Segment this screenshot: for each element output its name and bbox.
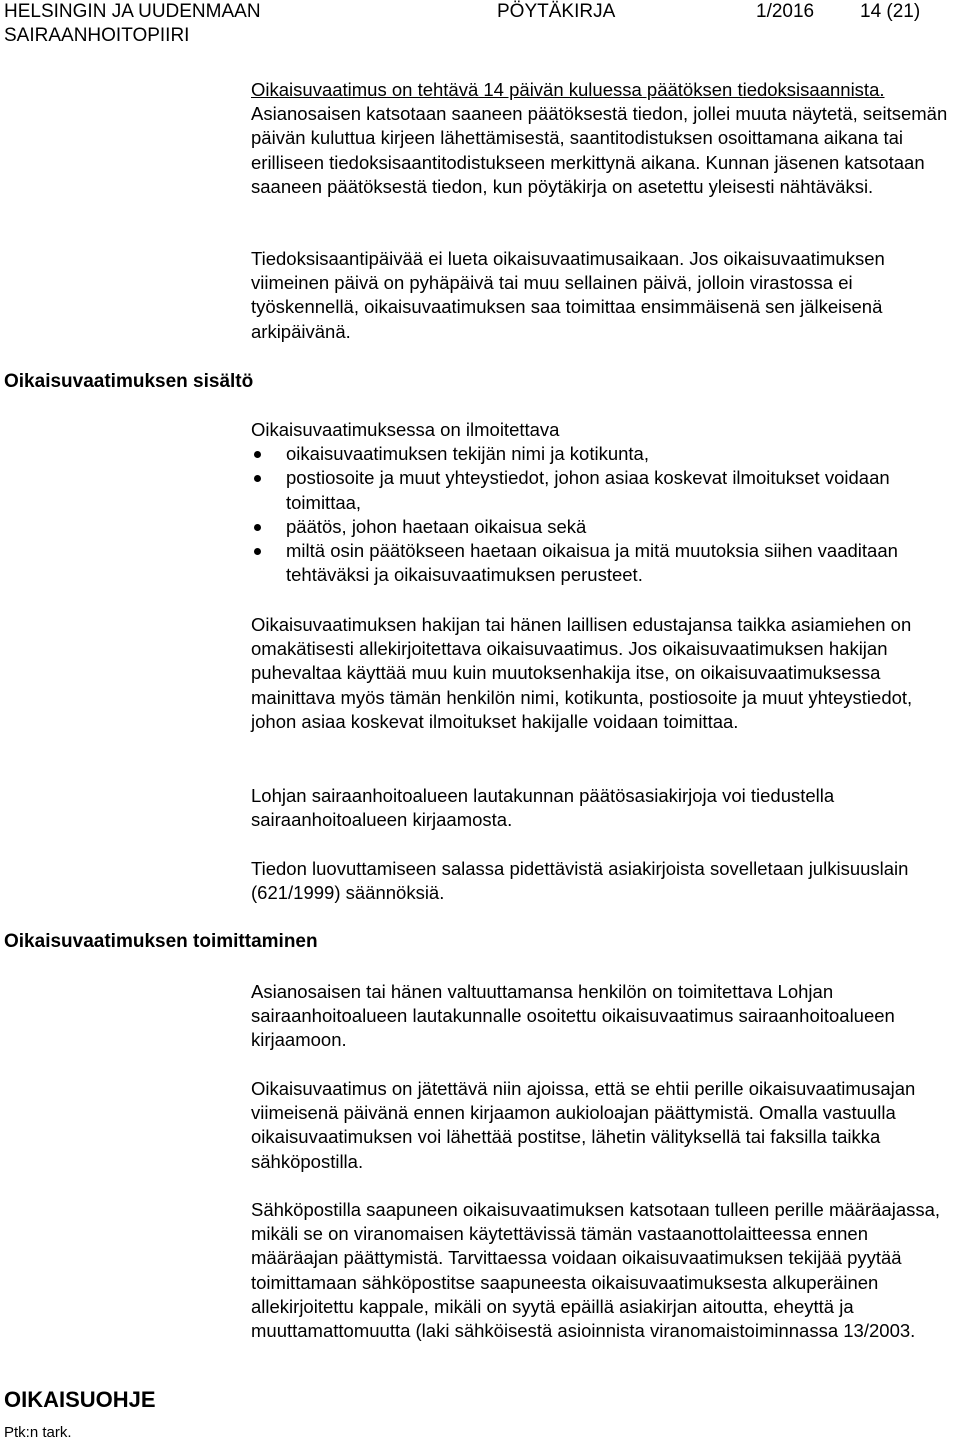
confidentiality-paragraph: [251, 857, 957, 905]
notification-day-text: Tiedoksisaantipäivää ei lueta oikaisuvaatimusaikaan. Jos oikaisuvaatimuksen viimeinen päivä on pyhäpäivä tai muu sellainen päivä, jolloin virastossa ei työskennellä, oikaisuvaatimuksen saa toimittaa ensimmäisenä sen jälkeisenä arkipäivänä.: [251, 248, 885, 342]
confidentiality-text: Tiedon luovuttamiseen salassa pidettävistä asiakirjoista sovelletaan julkisuuslain (621/1999) säännöksiä.: [251, 858, 909, 904]
list-item: oikaisuvaatimuksen tekijän nimi ja kotikunta,: [251, 442, 957, 466]
delivery-timing-paragraph: [251, 1077, 957, 1174]
delivery-heading: Oikaisuvaatimuksen toimittaminen: [4, 931, 318, 952]
organization-name-line1: HELSINGIN JA UUDENMAAN: [4, 1, 261, 22]
document-type: PÖYTÄKIRJA: [497, 1, 616, 22]
documents-inquiry-paragraph: [251, 784, 957, 832]
appeal-deadline-sentence: Oikaisuvaatimus on tehtävä 14 päivän kuluessa päätöksen tiedoksisaannista.: [251, 79, 885, 100]
appeal-contents-list: [251, 442, 957, 587]
delivery-timing-text: Oikaisuvaatimus on jätettävä niin ajoissa, että se ehtii perille oikaisuvaatimusajan viimeisenä päivänä ennen kirjaamon aukioloajan päättymistä. Omalla vastuulla oikaisuvaatimuksen voi lähettää postitse, lähetin välityksellä tai faksilla taikka sähköpostilla.: [251, 1078, 916, 1172]
list-item: miltä osin päätökseen haetaan oikaisua ja mitä muutoksia siihen vaaditaan tehtäväksi ja oikaisuvaatimuksen perusteet.: [251, 539, 957, 587]
signature-paragraph: [251, 613, 957, 734]
appeal-contents-intro: Oikaisuvaatimuksessa on ilmoitettava: [251, 419, 560, 440]
signature-text: Oikaisuvaatimuksen hakijan tai hänen laillisen edustajansa taikka asiamiehen on omakätisesti allekirjoitettava oikaisuvaatimus. Jos oikaisuvaatimuksen hakijan puhevaltaa käyttää muu kuin muutoksenhakija itse, on oikaisuvaatimuksessa mainittava myös tämän henkilön nimi, kotikunta, postiosoite ja muut yhteystiedot, johon asiaa koskevat ilmoitukset hakijalle voidaan toimittaa.: [251, 614, 913, 732]
contents-heading: Oikaisuvaatimuksen sisältö: [4, 371, 254, 392]
delivery-text: Asianosaisen tai hänen valtuuttamansa henkilön on toimitettava Lohjan sairaanhoitoalueen lautakunnalle osoitettu oikaisuvaatimus sairaanhoitoalueen kirjaamoon.: [251, 981, 895, 1051]
appeal-deadline-paragraph: [251, 78, 957, 199]
organization-name-line2: SAIRAANHOITOPIIRI: [4, 25, 190, 46]
page-number: 14 (21): [860, 1, 921, 22]
delivery-paragraph: [251, 980, 957, 1053]
appeal-deadline-details: Asianosaisen katsotaan saaneen päätöksestä tiedon, jollei muuta näytetä, seitsemän päivän kuluttua kirjeen lähettämisestä, saantitodistuksen osoittamana aikana tai erilliseen tiedoksisaantitodistukseen merkittynä aikana. Kunnan jäsenen katsotaan saaneen päätöksestä tiedon, kun pöytäkirja on asetettu yleisesti nähtäväksi.: [251, 103, 948, 197]
appeal-contents-section: [251, 418, 957, 587]
organization-name: [4, 0, 261, 48]
list-item: päätös, johon haetaan oikaisua sekä: [251, 515, 957, 539]
instructions-title: OIKAISUOHJE: [4, 1387, 156, 1412]
documents-inquiry-text: Lohjan sairaanhoitoalueen lautakunnan päätösasiakirjoja voi tiedustella sairaanhoitoalueen kirjaamosta.: [251, 785, 835, 831]
email-delivery-paragraph: [251, 1198, 957, 1343]
document-number: 1/2016: [756, 1, 815, 22]
email-delivery-text: Sähköpostilla saapuneen oikaisuvaatimuksen katsotaan tulleen perille määräajassa, mikäli se on viranomaisen käytettävissä tämän vastaanottolaitteessa ennen määräajan päättymistä. Tarvittaessa voidaan oikaisuvaatimuksen tekijää pyytää toimittamaan sähköpostitse saapuneesta oikaisuvaatimuksesta alkuperäinen allekirjoitettu kappale, mikäli on syytä epäillä asiakirjan aitoutta, eheyttä ja muuttamattomuutta (laki sähköisestä asioinnista viranomaistoiminnassa 13/2003.: [251, 1199, 941, 1342]
minutes-checked-footer: Ptk:n tark.: [4, 1424, 72, 1441]
list-item: postiosoite ja muut yhteystiedot, johon asiaa koskevat ilmoitukset voidaan toimittaa,: [251, 466, 957, 514]
notification-day-paragraph: [251, 247, 957, 344]
